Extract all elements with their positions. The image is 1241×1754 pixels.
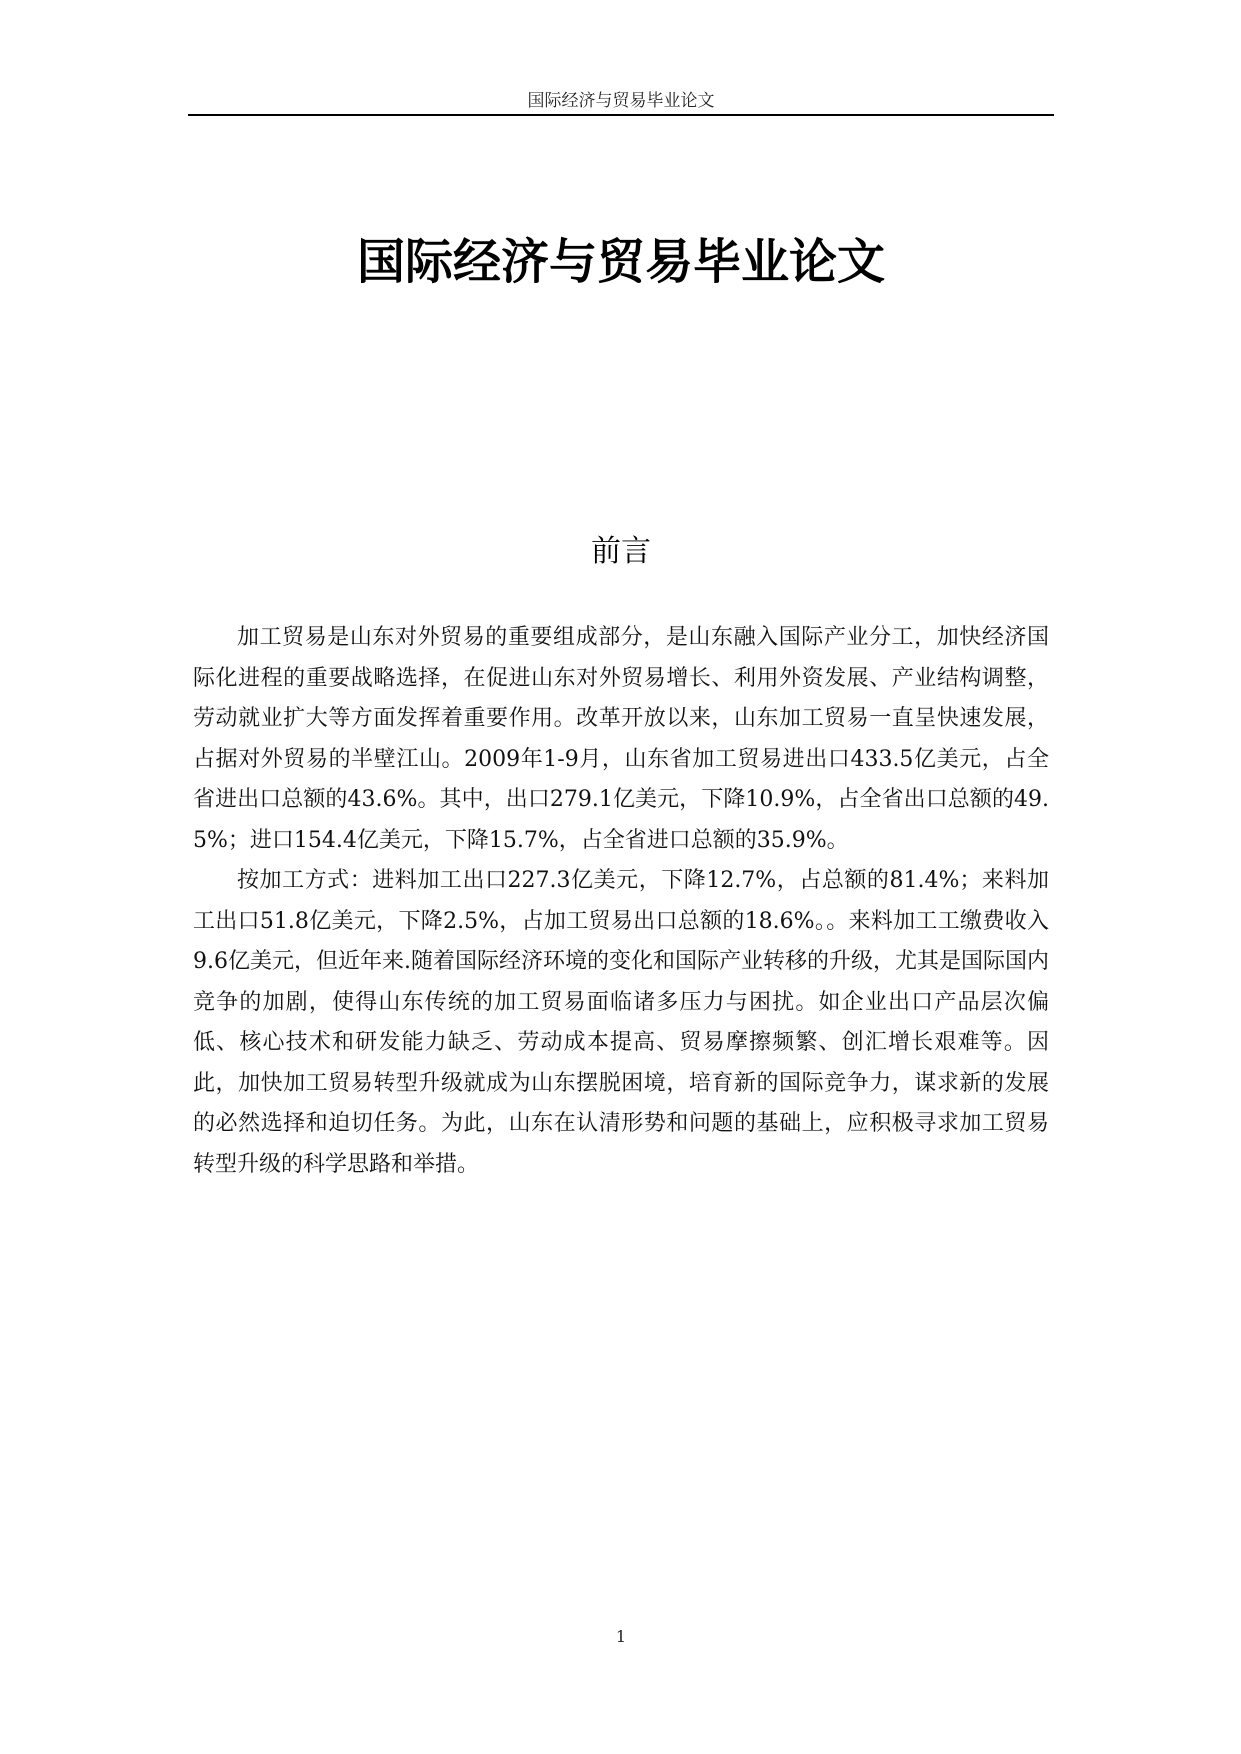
header-rule bbox=[188, 114, 1054, 116]
body-text bbox=[193, 618, 1049, 1185]
page-header: 国际经济与贸易毕业论文 bbox=[527, 91, 715, 111]
paragraph-1: 加工贸易是山东对外贸易的重要组成部分，是山东融入国际产业分工，加快经济国际化进程的重要战略选择，在促进山东对外贸易增长、利用外资发展、产业结构调整，劳动就业扩大等方面发挥着重要作用。改革开放以来，山东加工贸易一直呈快速发展，占据对外贸易的半壁江山。2009年1-9月，山东省加工贸易进出口433.5亿美元，占全省进出口总额的43.6%。其中，出口279.1亿美元，下降10.9%，占全省出口总额的49.5%；进口154.4亿美元，下降15.7%，占全省进口总额的35.9%。 bbox=[193, 625, 1049, 853]
page-number: 1 bbox=[615, 1627, 627, 1646]
document-title: 国际经济与贸易毕业论文 bbox=[356, 234, 885, 290]
paragraph-2: 按加工方式：进料加工出口227.3亿美元，下降12.7%，占总额的81.4%；来料加工出口51.8亿美元，下降2.5%，占加工贸易出口总额的18.6%。。来料加工工缴费收入9.6亿美元，但近年来.随着国际经济环境的变化和国际产业转移的升级，尤其是国际国内竞争的加剧，使得山东传统的加工贸易面临诸多压力与困扰。如企业出口产品层次偏低、核心技术和研发能力缺乏、劳动成本提高、贸易摩擦频繁、创汇增长艰难等。因此，加快加工贸易转型升级就成为山东摆脱困境，培育新的国际竞争力，谋求新的发展的必然选择和迫切任务。为此，山东在认清形势和问题的基础上，应积极寻求加工贸易转型升级的科学思路和举措。 bbox=[193, 868, 1049, 1177]
section-heading: 前言 bbox=[591, 534, 651, 569]
